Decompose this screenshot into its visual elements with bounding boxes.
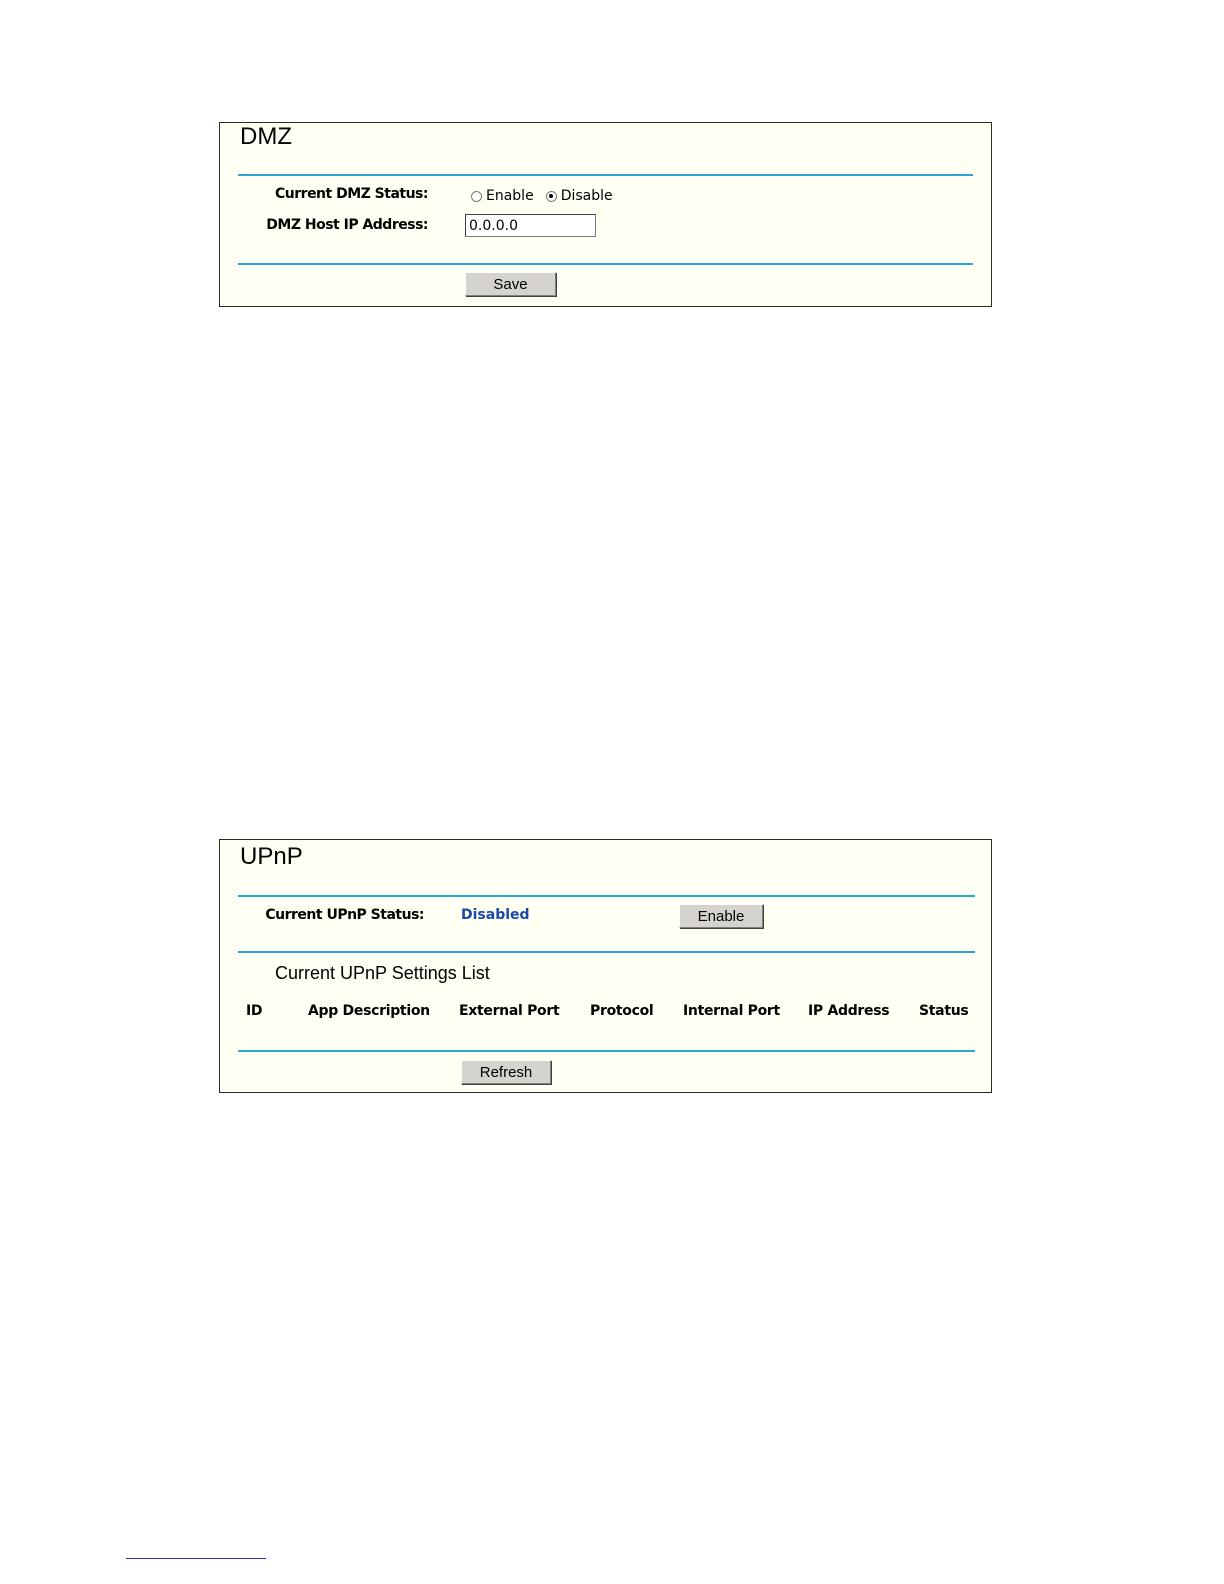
col-header-app-description: App Description (308, 1003, 430, 1019)
col-header-id: ID (246, 1003, 263, 1019)
dmz-enable-radio[interactable] (471, 191, 482, 202)
dmz-bottom-divider (238, 263, 973, 265)
col-header-status: Status (919, 1003, 969, 1019)
dmz-disable-label[interactable]: Disable (560, 188, 613, 204)
upnp-enable-button[interactable]: Enable (679, 904, 763, 928)
dmz-enable-label[interactable]: Enable (486, 188, 534, 204)
save-button[interactable]: Save (465, 272, 556, 296)
dmz-host-ip-label: DMZ Host IP Address: (266, 217, 428, 233)
dmz-top-divider (238, 174, 973, 176)
refresh-button[interactable]: Refresh (461, 1060, 551, 1084)
dmz-status-label: Current DMZ Status: (275, 186, 428, 202)
upnp-title: UPnP (240, 843, 303, 870)
upnp-middle-divider (238, 951, 975, 953)
dmz-title: DMZ (240, 123, 292, 150)
dmz-disable-radio[interactable] (546, 191, 557, 202)
col-header-external-port: External Port (459, 1003, 560, 1019)
dmz-status-radio-group (471, 188, 625, 204)
col-header-protocol: Protocol (590, 1003, 654, 1019)
upnp-status-value: Disabled (461, 907, 530, 923)
col-header-ip-address: IP Address (808, 1003, 890, 1019)
upnp-panel (219, 839, 992, 1093)
dmz-host-ip-input[interactable] (465, 214, 596, 237)
upnp-top-divider (238, 895, 975, 897)
footnote-separator (126, 1558, 266, 1559)
dmz-panel (219, 122, 992, 307)
upnp-list-heading: Current UPnP Settings List (275, 963, 490, 983)
upnp-status-label: Current UPnP Status: (265, 907, 424, 923)
upnp-bottom-divider (238, 1050, 975, 1052)
col-header-internal-port: Internal Port (683, 1003, 780, 1019)
